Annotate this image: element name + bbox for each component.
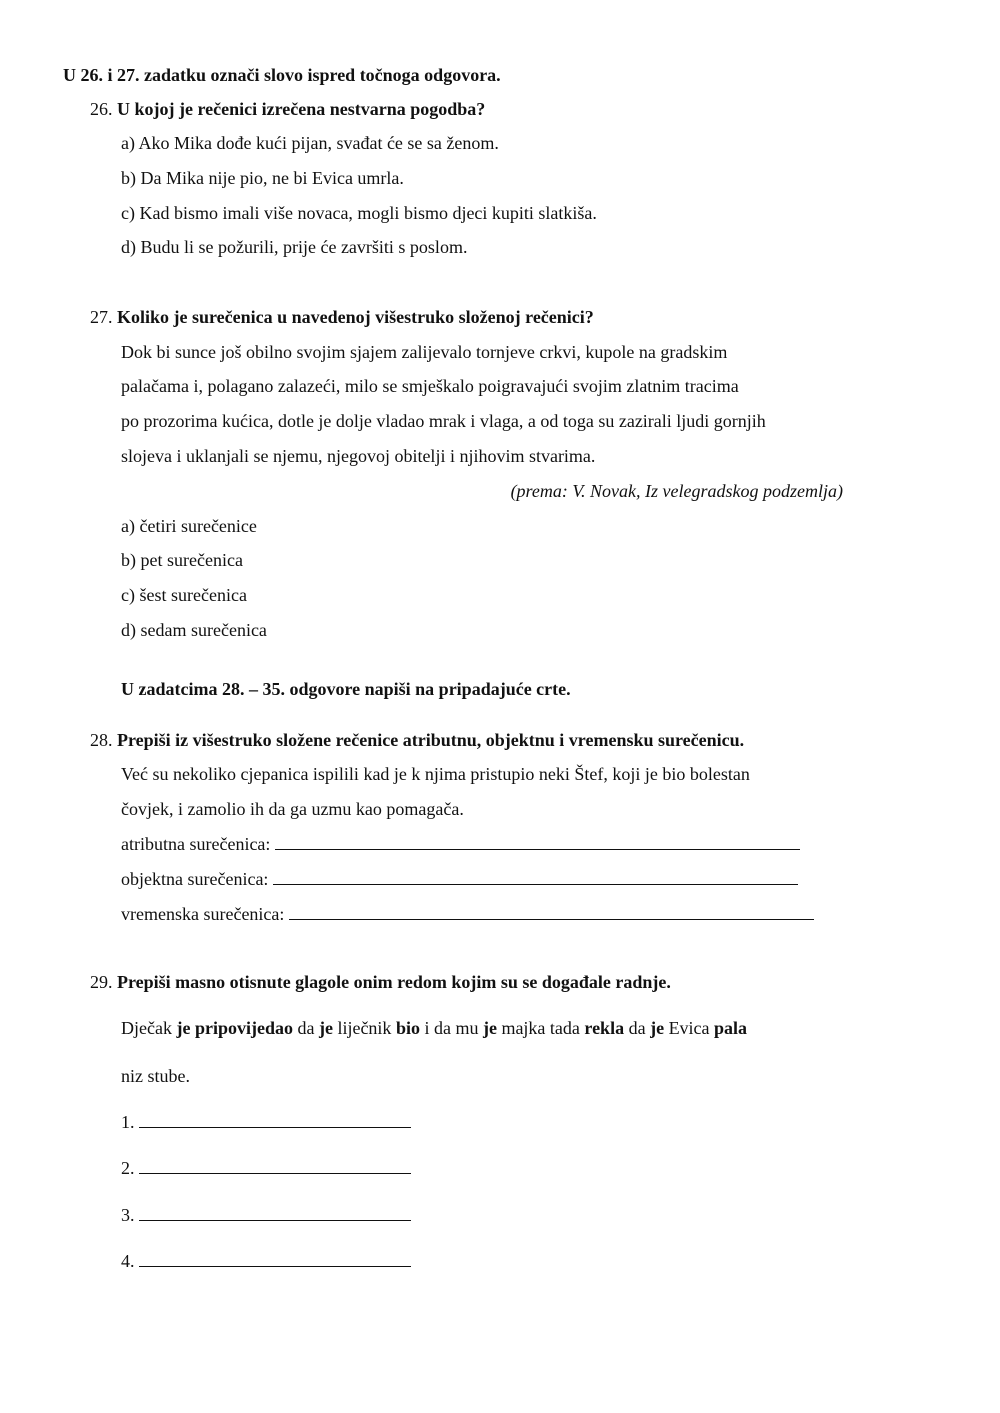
verb-sentence [121, 1017, 747, 1039]
bold-verb: je [650, 1018, 665, 1038]
sentence-line: čovjek, i zamolio ih da ga uzmu kao pomagača. [121, 799, 464, 819]
q27-option-d[interactable]: d) sedam surečenica [121, 620, 267, 640]
q27-option-c[interactable]: c) šest surečenica [121, 585, 247, 605]
answer-line-objektna[interactable] [273, 869, 798, 885]
passage-source: (prema: V. Novak, Iz velegradskog podzemlja) [510, 481, 843, 501]
q27-option-b[interactable]: b) pet surečenica [121, 550, 243, 570]
passage-line: Dok bi sunce još obilno svojim sjajem zalijevalo tornjeve crkvi, kupole na gradskim [121, 342, 728, 362]
question-text: U kojoj je rečenici izrečena nestvarna pogodba? [117, 99, 486, 119]
bold-verb: bio [395, 1018, 420, 1038]
field-label: objektna surečenica: [121, 869, 269, 889]
q26-option-a[interactable]: a) Ako Mika dođe kući pijan, svađat će se sa ženom. [121, 133, 499, 153]
question-28 [90, 729, 744, 751]
answer-row-1 [121, 1111, 411, 1133]
q26-option-c[interactable]: c) Kad bismo imali više novaca, mogli bismo djeci kupiti slatkiša. [121, 203, 597, 223]
question-number: 28. [90, 730, 113, 750]
answer-number: 2. [121, 1158, 135, 1178]
question-text: Prepiši iz višestruko složene rečenice atributnu, objektnu i vremensku surečenicu. [117, 730, 745, 750]
sentence-part: Dječak [121, 1018, 177, 1038]
answer-line-1[interactable] [139, 1112, 411, 1128]
bold-verb: pala [714, 1018, 748, 1038]
answer-number: 3. [121, 1205, 135, 1225]
question-number: 26. [90, 99, 113, 119]
bold-verb: je pripovijedao [176, 1018, 293, 1038]
question-27 [90, 306, 594, 328]
answer-row-3 [121, 1204, 411, 1226]
passage-line: po prozorima kućica, dotle je dolje vladao mrak i vlaga, a od toga su zazirali ljudi gornjih [121, 411, 766, 431]
question-29 [90, 971, 671, 993]
answer-row-2 [121, 1157, 411, 1179]
bold-verb: je [318, 1018, 333, 1038]
section-instructions: U zadatcima 28. – 35. odgovore napiši na pripadajuće crte. [121, 679, 571, 699]
q26-option-d[interactable]: d) Budu li se požurili, prije će završiti s poslom. [121, 237, 468, 257]
bold-verb: je [482, 1018, 497, 1038]
answer-line-atributna[interactable] [275, 834, 800, 850]
answer-row-atributna [121, 833, 800, 855]
sentence-part: Evica [664, 1018, 715, 1038]
verb-sentence-end: niz stube. [121, 1066, 190, 1086]
answer-row-objektna [121, 868, 798, 890]
sentence-part: da [624, 1018, 651, 1038]
sentence-part: i da mu [419, 1018, 483, 1038]
passage-line: slojeva i uklanjali se njemu, njegovoj obitelji i njihovim stvarima. [121, 446, 596, 466]
q26-option-b[interactable]: b) Da Mika nije pio, ne bi Evica umrla. [121, 168, 404, 188]
sentence-part: da [292, 1018, 319, 1038]
sentence-part: majka tada [496, 1018, 585, 1038]
question-number: 29. [90, 972, 113, 992]
q27-option-a[interactable]: a) četiri surečenice [121, 516, 257, 536]
question-number: 27. [90, 307, 113, 327]
question-text: Koliko je surečenica u navedenoj višestruko složenoj rečenici? [117, 307, 594, 327]
answer-line-2[interactable] [139, 1158, 411, 1174]
field-label: vremenska surečenica: [121, 904, 285, 924]
passage-line: palačama i, polagano zalazeći, milo se smješkalo poigravajući svojim zlatnim tracima [121, 376, 739, 396]
sentence-line: Već su nekoliko cjepanica ispilili kad je k njima pristupio neki Štef, koji je bio bolestan [121, 764, 750, 784]
bold-verb: rekla [584, 1018, 625, 1038]
answer-line-3[interactable] [139, 1205, 411, 1221]
question-text: Prepiši masno otisnute glagole onim redom kojim su se događale radnje. [117, 972, 671, 992]
answer-number: 1. [121, 1112, 135, 1132]
answer-number: 4. [121, 1251, 135, 1271]
instructions-heading: U 26. i 27. zadatku označi slovo ispred točnoga odgovora. [63, 65, 501, 85]
question-26 [90, 98, 485, 120]
field-label: atributna surečenica: [121, 834, 271, 854]
answer-row-4 [121, 1250, 411, 1272]
sentence-part: liječnik [332, 1018, 396, 1038]
answer-row-vremenska [121, 903, 814, 925]
answer-line-vremenska[interactable] [289, 904, 814, 920]
answer-line-4[interactable] [139, 1251, 411, 1267]
